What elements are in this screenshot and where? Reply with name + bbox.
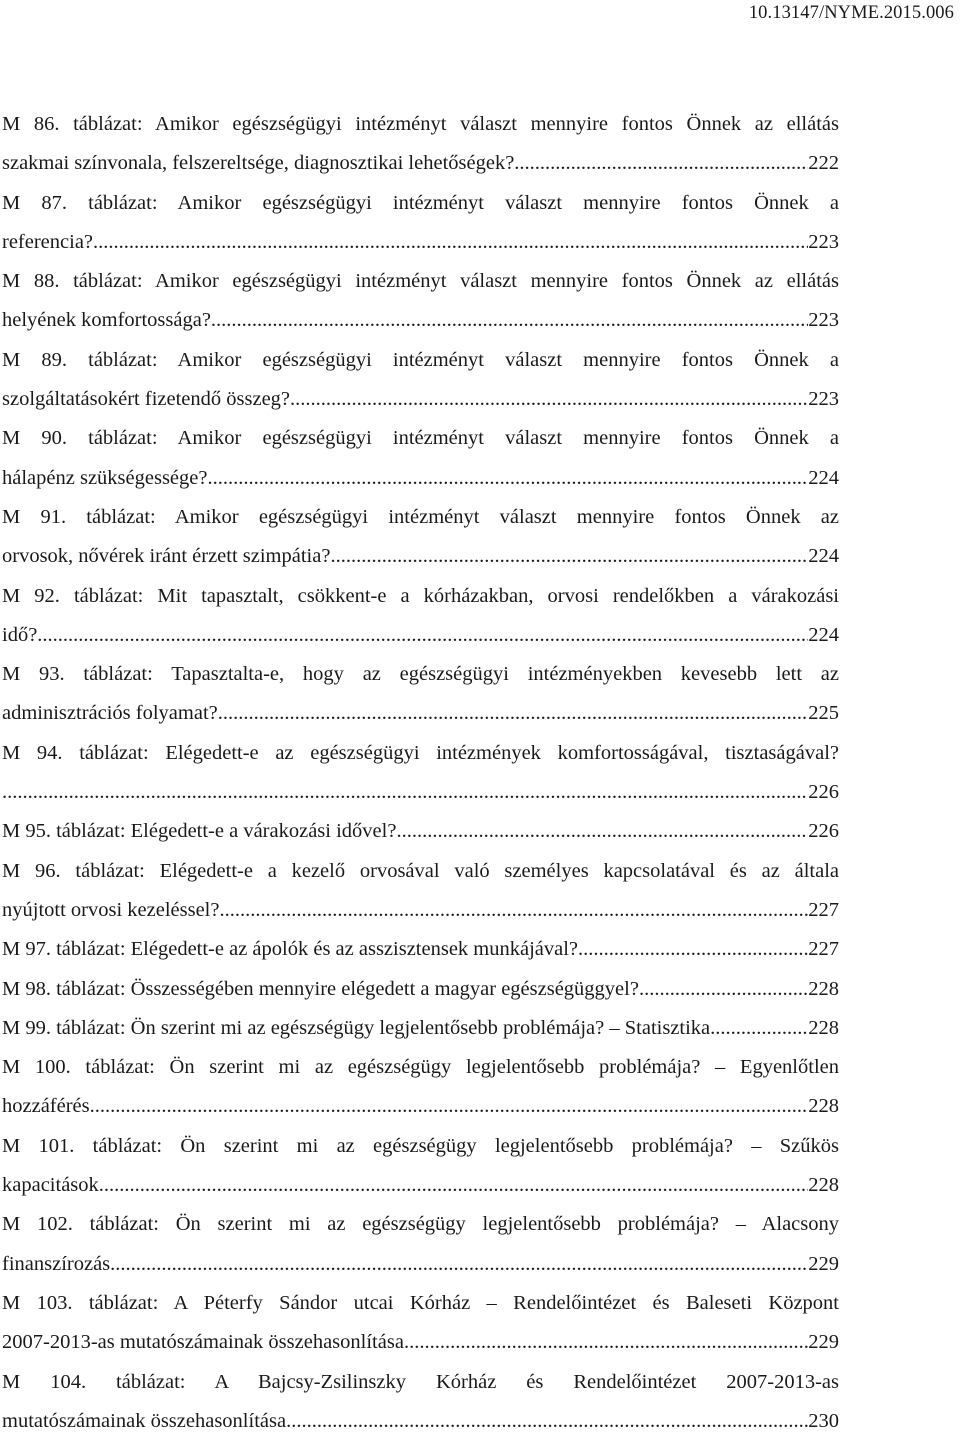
toc-entry-line: M 102. táblázat: Ön szerint mi az egészségügy legjelentősebb problémája? – Alacsony <box>2 1205 839 1244</box>
toc-entry-text: szakmai színvonala, felszereltsége, diagnosztikai lehetőségek? <box>2 144 514 183</box>
toc-entry-text: kapacitások <box>2 1166 99 1205</box>
toc-entry-last-line <box>2 812 839 851</box>
toc-entry-last-line <box>2 144 839 183</box>
toc-page-number: 223 <box>808 301 839 340</box>
dot-leader <box>639 970 808 1009</box>
toc-page-number: 222 <box>808 144 839 183</box>
toc-entry-line: M 103. táblázat: A Péterfy Sándor utcai Kórház – Rendelőintézet és Baleseti Központ <box>2 1284 839 1323</box>
toc-entry[interactable] <box>2 1127 839 1206</box>
toc-entry-line: M 88. táblázat: Amikor egészségügyi intézményt választ mennyire fontos Önnek az ellátás <box>2 262 839 301</box>
toc-page-number: 227 <box>808 930 839 969</box>
dot-leader <box>396 812 808 851</box>
dot-leader <box>404 1323 808 1362</box>
toc-entry-line: M 93. táblázat: Tapasztalta-e, hogy az egészségügyi intézményekben kevesebb lett az <box>2 655 839 694</box>
toc-page-number: 228 <box>808 1087 839 1126</box>
toc-entry-last-line <box>2 773 839 812</box>
toc-entry-text: finanszírozás <box>2 1245 110 1284</box>
toc-entry[interactable] <box>2 105 839 184</box>
toc-entry-last-line <box>2 1166 839 1205</box>
toc-entry-last-line <box>2 1323 839 1362</box>
toc-entry[interactable] <box>2 1205 839 1284</box>
toc-entry[interactable] <box>2 812 839 851</box>
toc-page-number: 226 <box>808 773 839 812</box>
dot-leader <box>110 1245 808 1284</box>
toc-entry[interactable] <box>2 184 839 263</box>
toc-page-number: 228 <box>808 1009 839 1048</box>
dot-leader <box>710 1009 808 1048</box>
toc-entry-last-line <box>2 891 839 930</box>
toc-entry[interactable] <box>2 1363 839 1441</box>
dot-leader <box>211 301 808 340</box>
dot-leader <box>90 1087 809 1126</box>
toc-entry-text: 2007-2013-as mutatószámainak összehasonlítása <box>2 1323 404 1362</box>
toc-entry-line: M 89. táblázat: Amikor egészségügyi intézményt választ mennyire fontos Önnek a <box>2 341 839 380</box>
toc-entry-last-line <box>2 616 839 655</box>
dot-leader <box>290 380 808 419</box>
doi-header: 10.13147/NYME.2015.006 <box>749 3 954 24</box>
dot-leader <box>514 144 808 183</box>
toc-entry-last-line <box>2 1087 839 1126</box>
dot-leader <box>93 223 808 262</box>
toc-entry[interactable] <box>2 734 839 813</box>
table-of-contents <box>2 105 839 1441</box>
toc-entry-last-line <box>2 970 839 1009</box>
toc-entry[interactable] <box>2 655 839 734</box>
toc-entry-line: M 91. táblázat: Amikor egészségügyi intézményt választ mennyire fontos Önnek az <box>2 498 839 537</box>
toc-entry[interactable] <box>2 262 839 341</box>
toc-page-number: 228 <box>808 1166 839 1205</box>
toc-entry[interactable] <box>2 498 839 577</box>
dot-leader <box>286 1402 808 1441</box>
toc-entry[interactable] <box>2 341 839 420</box>
toc-entry-text: idő? <box>2 616 37 655</box>
toc-entry-text: mutatószámainak összehasonlítása <box>2 1402 286 1441</box>
toc-entry-text: szolgáltatásokért fizetendő összeg? <box>2 380 290 419</box>
dot-leader <box>219 891 808 930</box>
toc-entry-line: M 101. táblázat: Ön szerint mi az egészségügy legjelentősebb problémája? – Szűkös <box>2 1127 839 1166</box>
toc-entry-text: M 97. táblázat: Elégedett-e az ápolók és az asszisztensek munkájával? <box>2 930 578 969</box>
toc-entry-last-line <box>2 1245 839 1284</box>
toc-entry-text: hozzáférés <box>2 1087 90 1126</box>
dot-leader <box>330 537 808 576</box>
dot-leader <box>218 694 809 733</box>
dot-leader <box>207 459 808 498</box>
toc-entry-last-line <box>2 1402 839 1441</box>
toc-entry[interactable] <box>2 1284 839 1363</box>
toc-entry-line: M 94. táblázat: Elégedett-e az egészségügyi intézmények komfortosságával, tisztaságával? <box>2 734 839 773</box>
dot-leader <box>578 930 808 969</box>
toc-page-number: 223 <box>808 223 839 262</box>
toc-entry-last-line <box>2 301 839 340</box>
toc-entry-line: M 104. táblázat: A Bajcsy-Zsilinszky Kórház és Rendelőintézet 2007-2013-as <box>2 1363 839 1402</box>
toc-entry-last-line <box>2 223 839 262</box>
toc-entry-line: M 90. táblázat: Amikor egészségügyi intézményt választ mennyire fontos Önnek a <box>2 419 839 458</box>
toc-entry-line: M 92. táblázat: Mit tapasztalt, csökkent-e a kórházakban, orvosi rendelőkben a várakozási <box>2 577 839 616</box>
toc-entry[interactable] <box>2 930 839 969</box>
toc-page-number: 229 <box>808 1323 839 1362</box>
toc-entry[interactable] <box>2 852 839 931</box>
toc-entry-text: orvosok, nővérek iránt érzett szimpátia? <box>2 537 330 576</box>
toc-page-number: 226 <box>808 812 839 851</box>
dot-leader <box>2 773 808 812</box>
toc-entry-line: M 87. táblázat: Amikor egészségügyi intézményt választ mennyire fontos Önnek a <box>2 184 839 223</box>
toc-page-number: 230 <box>808 1402 839 1441</box>
toc-entry-last-line <box>2 459 839 498</box>
toc-entry-last-line <box>2 930 839 969</box>
toc-entry-text: nyújtott orvosi kezeléssel? <box>2 891 219 930</box>
toc-entry-text: hálapénz szükségessége? <box>2 459 207 498</box>
toc-entry[interactable] <box>2 577 839 656</box>
toc-entry[interactable] <box>2 1048 839 1127</box>
toc-page-number: 227 <box>808 891 839 930</box>
toc-entry[interactable] <box>2 970 839 1009</box>
toc-entry-last-line <box>2 694 839 733</box>
toc-page-number: 224 <box>808 537 839 576</box>
toc-entry-text: M 98. táblázat: Összességében mennyire elégedett a magyar egészségüggyel? <box>2 970 639 1009</box>
toc-entry-last-line <box>2 537 839 576</box>
toc-entry-text: adminisztrációs folyamat? <box>2 694 218 733</box>
toc-entry-last-line <box>2 1009 839 1048</box>
toc-entry-text: M 99. táblázat: Ön szerint mi az egészségügy legjelentősebb problémája? – Statisztika <box>2 1009 710 1048</box>
toc-page-number: 225 <box>808 694 839 733</box>
toc-entry-line: M 86. táblázat: Amikor egészségügyi intézményt választ mennyire fontos Önnek az ellátás <box>2 105 839 144</box>
toc-entry-text: referencia? <box>2 223 93 262</box>
dot-leader <box>99 1166 808 1205</box>
toc-page-number: 229 <box>808 1245 839 1284</box>
dot-leader <box>37 616 808 655</box>
toc-entry-line: M 96. táblázat: Elégedett-e a kezelő orvosával való személyes kapcsolatával és az általa <box>2 852 839 891</box>
toc-entry-line: M 100. táblázat: Ön szerint mi az egészségügy legjelentősebb problémája? – Egyenlőtlen <box>2 1048 839 1087</box>
toc-entry[interactable] <box>2 1009 839 1048</box>
toc-page-number: 224 <box>808 459 839 498</box>
toc-page-number: 223 <box>808 380 839 419</box>
toc-page-number: 224 <box>808 616 839 655</box>
toc-entry-last-line <box>2 380 839 419</box>
toc-entry[interactable] <box>2 419 839 498</box>
toc-entry-text: M 95. táblázat: Elégedett-e a várakozási idővel? <box>2 812 396 851</box>
toc-page-number: 228 <box>808 970 839 1009</box>
toc-entry-text: helyének komfortossága? <box>2 301 211 340</box>
